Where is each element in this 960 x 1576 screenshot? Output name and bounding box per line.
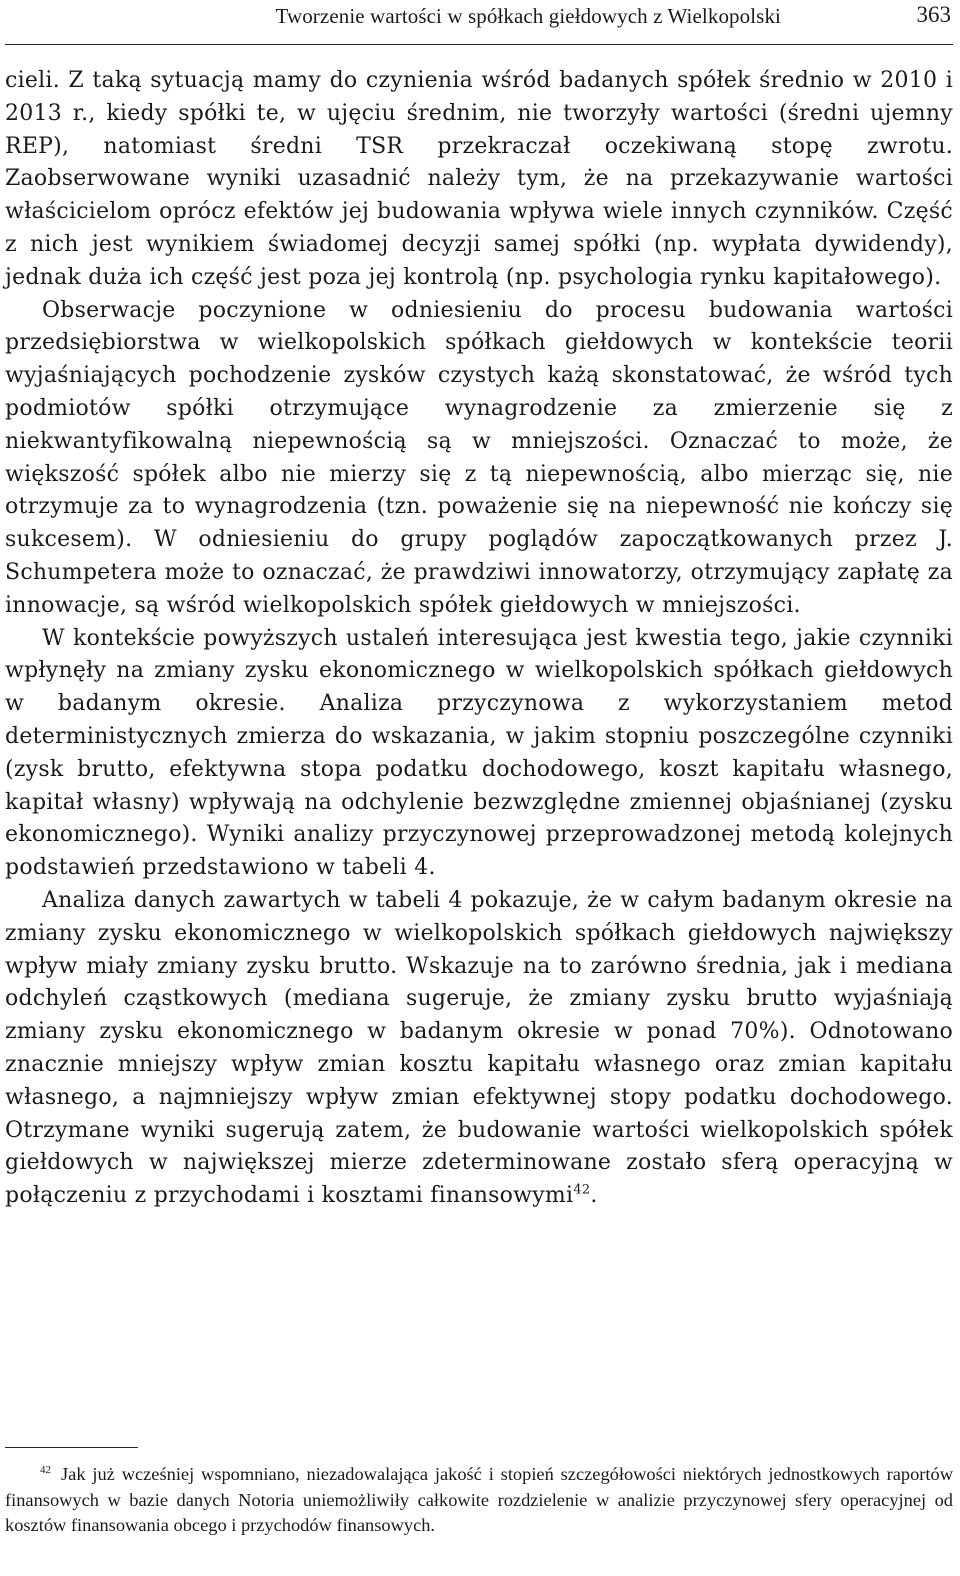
page-number: 363 <box>916 2 951 27</box>
footnote-separator <box>5 1447 138 1448</box>
paragraph-3: W kontekście powyższych ustaleń interesująca jest kwestia tego, jakie czynniki wpłynęły na zmiany zysku ekonomicznego w wielkopolskich spółkach giełdowych w badanym okresie. Analiza przyczynowa z wykorzystaniem metod deterministycznych zmierza do wskazania, w jakim stopniu poszczególne czynniki (zysk brutto, efektywna stopa podatku dochodowego, koszt kapitału własnego, kapitał własny) wpływają na odchylenie bezwzględne zmiennej objaśnianej (zysku ekonomicznego). Wyniki analizy przyczynowej przeprowadzonej metodą kolejnych podstawień przedstawiono w tabeli 4. <box>5 625 953 881</box>
paragraph-2: Obserwacje poczynione w odniesieniu do procesu budowania wartości przedsiębiorstwa w wielkopolskich spółkach giełdowych w kontekście teorii wyjaśniających pochodzenie zysków czystych każą skonstatować, że wśród tych podmiotów spółki otrzymujące wynagrodzenie za zmierzenie się z niekwantyfikowalną niepewnością są w mniejszości. Oznaczać to może, że większość spółek albo nie mierzy się z tą niepewnością, albo mierząc się, nie otrzymuje za to wynagrodzenia (tzn. poważenie się na niepewność nie kończy się sukcesem). W odniesieniu do grupy poglądów zapoczątkowanych przez J. Schumpetera może to oznaczać, że prawdziwi innowatorzy, otrzymujący zapłatę za innowacje, są wśród wielkopolskich spółek giełdowych w mniejszości. <box>5 297 953 618</box>
footnote-reference[interactable]: 42 <box>573 1182 591 1198</box>
document-page <box>5 0 953 1576</box>
footnote-text: Jak już wcześniej wspomniano, niezadowalająca jakość i stopień szczegółowości niektórych jednostkowych raportów finansowych w bazie danych Notoria uniemożliwiły całkowite rozdzielenie w analizie przyczynowej sfery operacyjnej od kosztów finansowania obcego i przychodów finansowych. <box>5 1464 953 1535</box>
body-text <box>5 65 953 1213</box>
paragraph-4 <box>5 885 953 1213</box>
paragraph-1: cieli. Z taką sytuacją mamy do czynienia wśród badanych spółek średnio w 2010 i 2013 r., kiedy spółki te, w ujęciu średnim, nie tworzyły wartości (średni ujemny REP), natomiast średni TSR przekraczał oczekiwaną stopę zwrotu. Zaobserwowane wyniki uzasadnić należy tym, że na przekazywanie wartości właścicielom oprócz efektów jej budowania wpływa wiele innych czynników. Część z nich jest wynikiem świadomej decyzji samej spółki (np. wypłata dywidendy), jednak duża ich część jest poza jej kontrolą (np. psychologia rynku kapitałowego). <box>5 68 953 290</box>
footnote-number: 42 <box>40 1463 51 1476</box>
running-title: Tworzenie wartości w spółkach giełdowych z Wielkopolski <box>275 4 781 28</box>
footnote <box>5 1462 953 1539</box>
closing-punctuation: . <box>590 1183 598 1209</box>
running-header <box>5 0 953 45</box>
paragraph-4-text: Analiza danych zawartych w tabeli 4 pokazuje, że w całym badanym okresie na zmiany zysku ekonomicznego w wielkopolskich spółkach giełdowych największy wpływ miały zmiany zysku brutto. Wskazuje na to zarówno średnia, jak i mediana odchyleń cząstkowych (mediana sugeruje, że zmiany zysku brutto wyjaśniają zmiany zysku ekonomicznego w badanym okresie w ponad 70%). Odnotowano znacznie mniejszy wpływ zmian kosztu kapitału własnego oraz zmian kapitału własnego, a najmniejszy wpływ zmian efektywnej stopy podatku dochodowego. Otrzymane wyniki sugerują zatem, że budowanie wartości wielkopolskich spółek giełdowych w największej mierze zdeterminowane zostało sferą operacyjną w połączeniu z przychodami i kosztami finansowymi <box>5 887 953 1209</box>
